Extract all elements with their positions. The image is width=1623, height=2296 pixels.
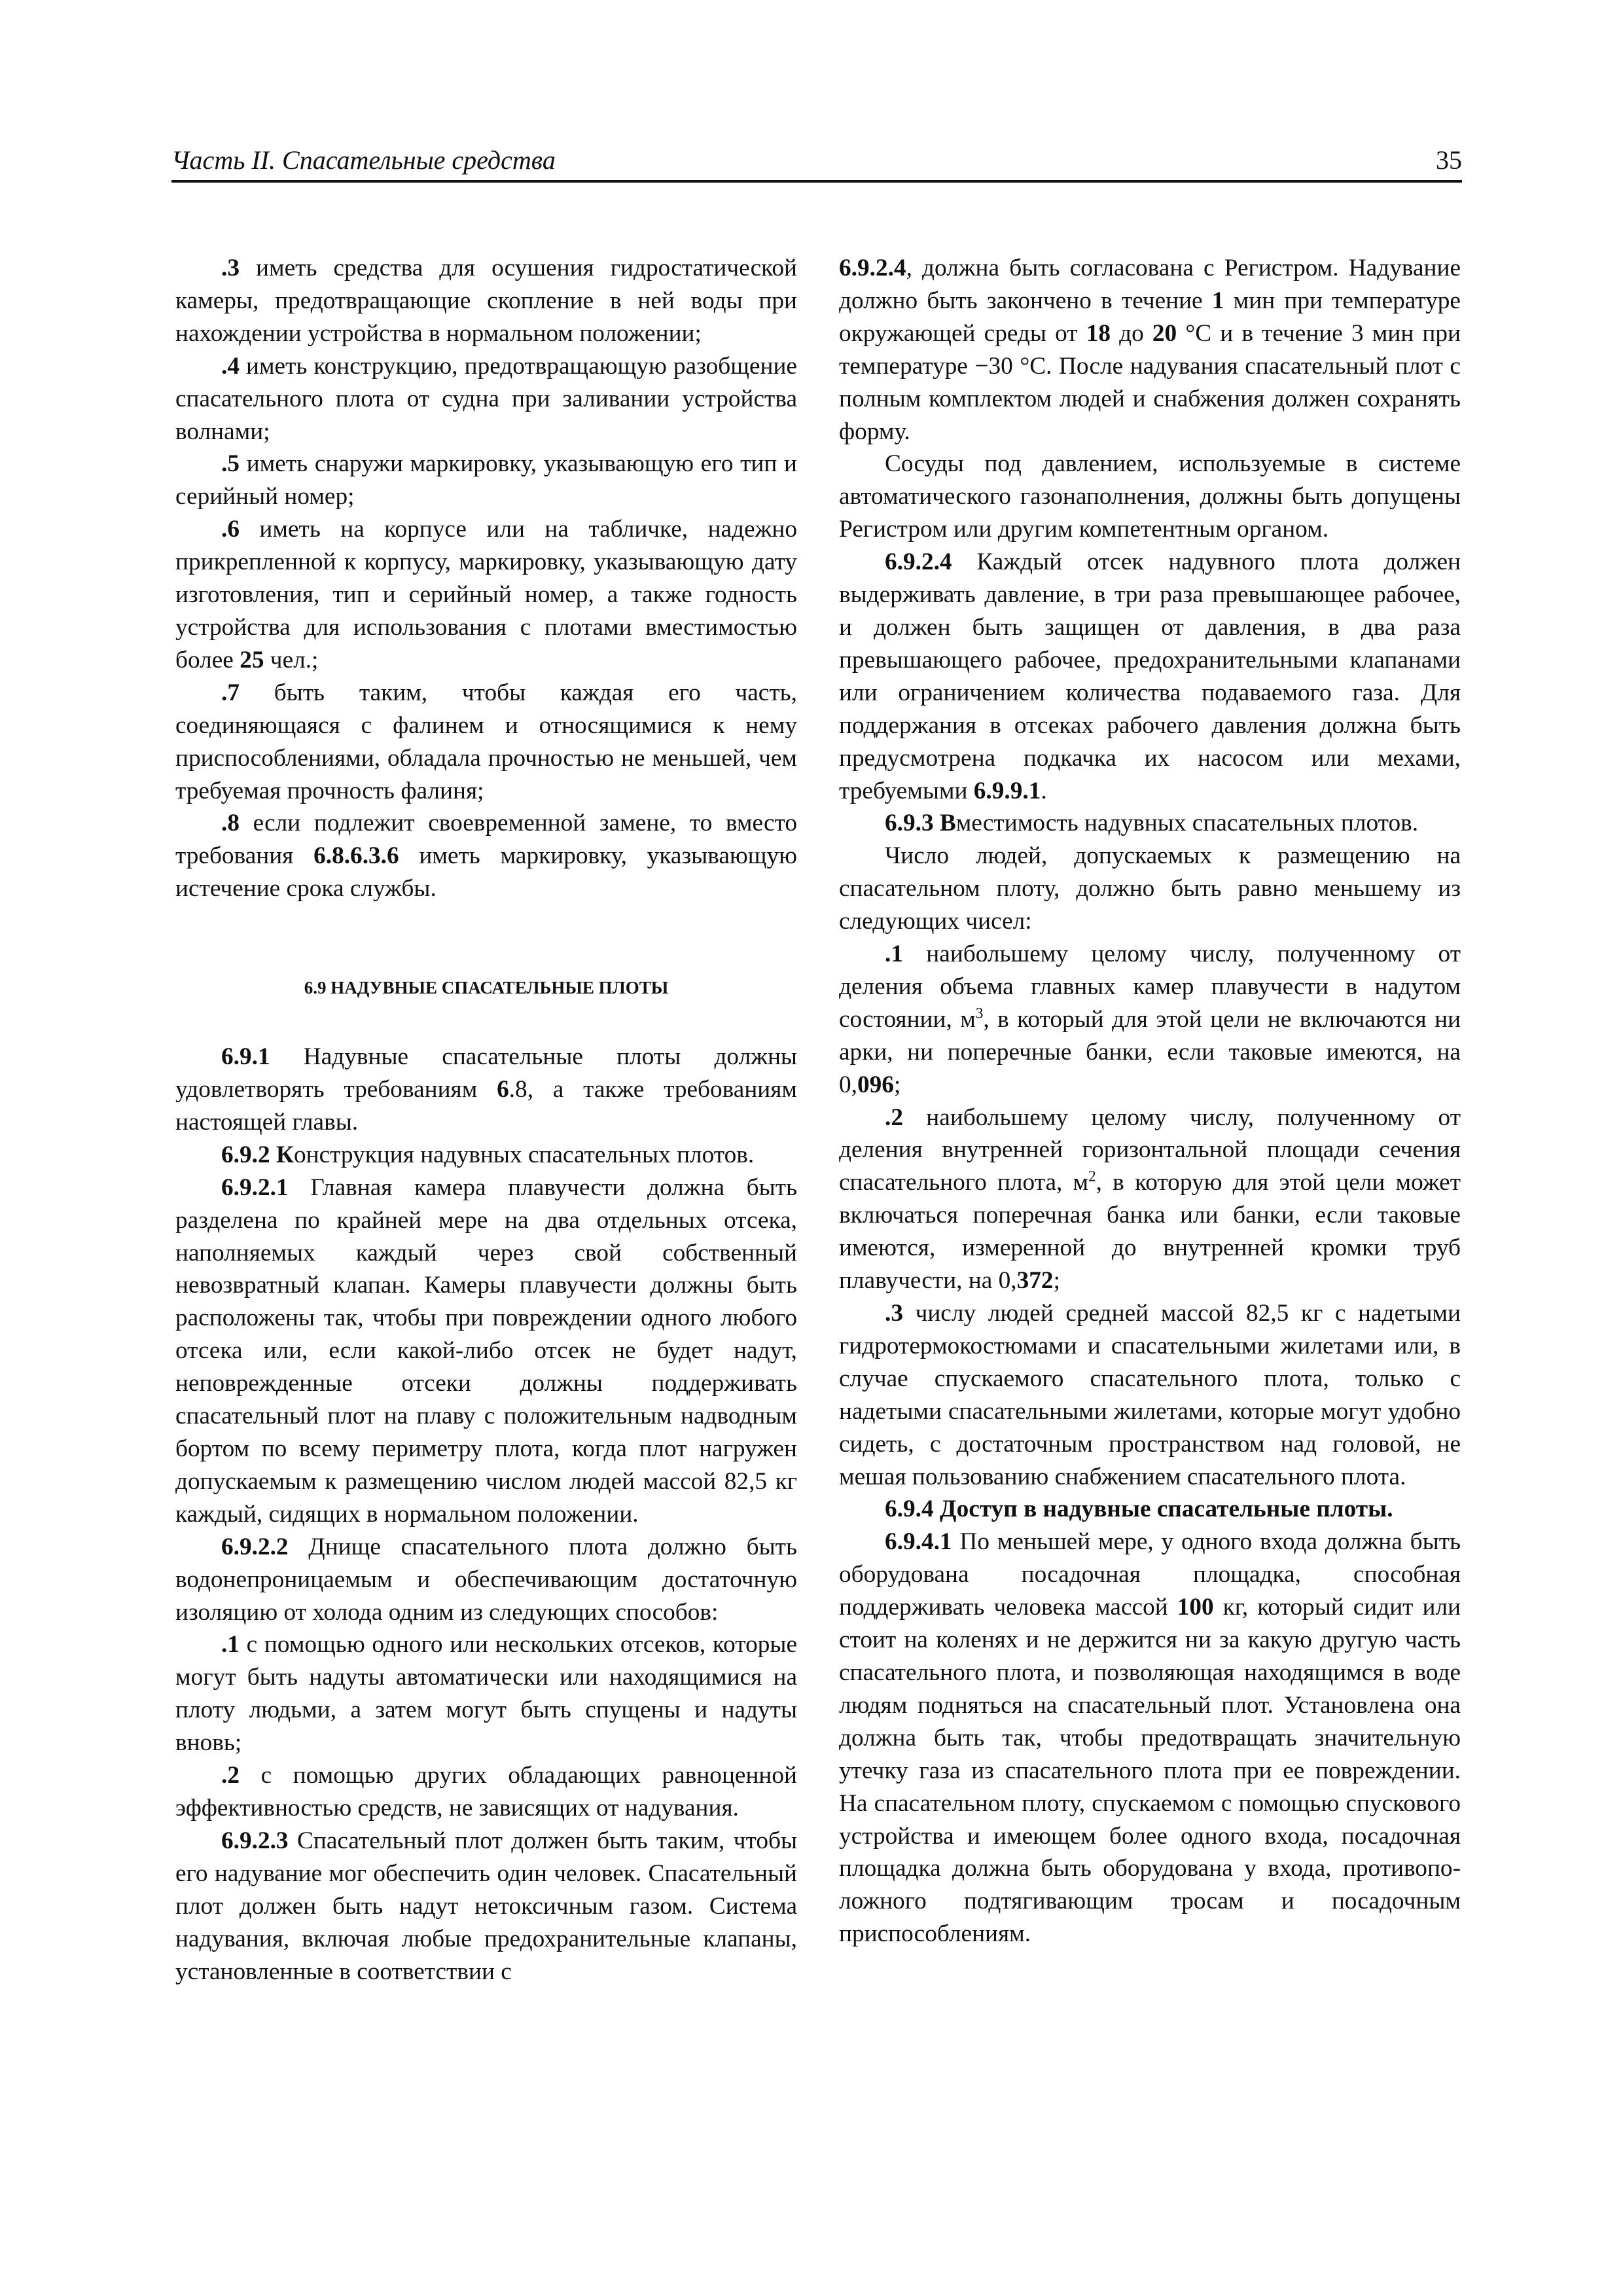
section-text: . bbox=[1041, 777, 1047, 804]
running-title: Часть II. Спасательные средства bbox=[171, 145, 556, 175]
section-heading: 6.9 НАДУВНЫЕ СПАСАТЕЛЬНЫЕ ПЛОТЫ bbox=[304, 978, 669, 998]
paragraph-item-4 bbox=[175, 350, 797, 448]
section-text: Днище спасательного плота должно быть водонепроницаемым и обеспечивающим достаточную изоляцию от холода одним из следующих способов: bbox=[175, 1533, 797, 1626]
temperature-value: 20 bbox=[1152, 319, 1177, 347]
section-6-9-2-4 bbox=[839, 546, 1461, 807]
item-text: с помощью одного или нескольких отсеков, которые могут быть надуты автоматически или находящимися на плоту людьми, а затем могут быть спущены и надуты вновь; bbox=[175, 1631, 797, 1757]
section-reference: 6.8.6.3.6 bbox=[313, 842, 399, 870]
capacity-intro: Число людей, допускаемых к размещению на спасательном плоту, должно быть равно меньшему из следующих чисел: bbox=[839, 842, 1461, 935]
list-item bbox=[839, 1297, 1461, 1493]
section-text: °С и в течение 3 мин при температуре bbox=[839, 319, 1461, 380]
item-text: с помощью других обладающих равноценной эффективностью средств, не зависящих от надувания. bbox=[175, 1762, 797, 1821]
section-number: 6.9.2.1 bbox=[221, 1174, 289, 1201]
item-number: .2 bbox=[885, 1103, 903, 1131]
paragraph-item-7 bbox=[175, 677, 797, 808]
coefficient-value: 372 bbox=[1016, 1267, 1054, 1295]
page-number: 35 bbox=[1436, 145, 1462, 175]
right-column bbox=[839, 252, 1461, 1950]
item-text: наибольшему целому числу, полученному от деления объема главных камер плавучести в надутом состоянии, м bbox=[839, 941, 1461, 1033]
paragraph-item-8 bbox=[175, 807, 797, 905]
section-title: Доступ в надувные спасательные плоты. bbox=[933, 1496, 1393, 1523]
section-6-9-2 bbox=[175, 1139, 797, 1172]
section-number: 6.9.2.3 bbox=[221, 1827, 289, 1854]
continued-paragraph bbox=[839, 252, 1461, 448]
left-column bbox=[175, 252, 797, 1988]
item-text: чел.; bbox=[264, 646, 319, 673]
item-number: .3 bbox=[885, 1300, 903, 1327]
item-number: .1 bbox=[221, 1631, 240, 1659]
item-text: ; bbox=[893, 1071, 901, 1098]
unit-exponent: 3 bbox=[975, 1005, 984, 1022]
item-number: .3 bbox=[221, 255, 240, 281]
item-text: , в который для этой цели не включаются ни арки, ни поперечные банки, если таковые имеются, на 0, bbox=[839, 1005, 1461, 1098]
item-number: .7 bbox=[221, 679, 240, 706]
section-number: 6.9.4.1 bbox=[885, 1528, 952, 1556]
item-number: .4 bbox=[221, 352, 240, 380]
unit-exponent: 2 bbox=[1088, 1168, 1096, 1185]
section-text: мин при температуре окружающей среды от bbox=[839, 287, 1461, 347]
item-text: наибольшему целому числу, полученному от деления внутренней горизонтальной площади сечения спасательного плота, м bbox=[839, 1103, 1461, 1196]
section-text: Спасательный плот должен быть таким, чтобы его надувание мог обеспечить один человек. Спасательный плот должен быть надут нетоксичным газом. Система надувания, включая любые предохранительные клапаны, установленные в соответствии с bbox=[175, 1827, 797, 1985]
section-text: По меньшей мере, у одного входа должна быть оборудована посадочная площадка, способная поддерживать человека массой bbox=[839, 1528, 1461, 1621]
item-text: быть таким, чтобы каждая его часть, соединяющаяся с фалинем и относящимися к нему приспособлениями, обладала прочностью не меньшей, чем требуемая прочность фалиня; bbox=[175, 679, 797, 804]
section-text: Главная камера плавучести должна быть разделена по крайней мере на два отдельных отсека, наполняемых каждый через свой собственный невозвратный клапан. Камеры плавучести должны быть расположены так, чтобы при повреждении одного любого отсека или, если какой-либо отсек не будет надут, неповрежденные отсеки должны поддерживать спасательный плот на плаву с положительным надводным бортом по всему периметру плота, когда плот нагружен допускаемым к размещению числом людей массой 82,5 кг каждый, сидящих в нормальном положении. bbox=[175, 1174, 797, 1528]
item-text: если подлежит своевременной замене, то вместо требования bbox=[175, 810, 797, 870]
section-number: 6.9.2.2 bbox=[221, 1533, 289, 1560]
item-text: иметь маркировку, указывающую истечение срока службы. bbox=[175, 842, 798, 903]
section-6-9-2-1 bbox=[175, 1172, 797, 1531]
list-item bbox=[175, 1759, 797, 1825]
item-text: иметь конструкцию, предотвращающую разобщение спасательного плота от судна при заливании устройства волнами; bbox=[175, 352, 797, 445]
section-title-initial: К bbox=[270, 1141, 294, 1168]
paragraph-item-3 bbox=[175, 252, 797, 350]
pressure-vessels-paragraph: Сосуды под давлением, используемые в системе автоматического газонаполнения, должны быть допущены Регистром или другим компетентным органом. bbox=[839, 450, 1461, 543]
section-text: Каждый отсек надувного плота должен выдерживать давление, в три раза превышающее рабочее, и должен быть защищен от давления, в два раза превышающего рабочее, предохранительными клапанами или ограничением количества подаваемого газа. Для поддержания в отсеках рабочего давления должна быть предусмотрена подкачка их насосом или мехами, требуемыми bbox=[839, 548, 1461, 804]
capacity-number: 25 bbox=[240, 646, 264, 673]
item-number: .6 bbox=[221, 516, 240, 543]
section-text: Надувные спасательные плоты должны удовлетворять требованиям bbox=[175, 1043, 797, 1103]
section-text: .8, а также требованиям настоящей главы. bbox=[175, 1076, 798, 1136]
item-number: .2 bbox=[221, 1762, 240, 1789]
section-6-9-3 bbox=[839, 807, 1461, 840]
section-6-9-4 bbox=[839, 1493, 1461, 1526]
item-text: иметь средства для осушения гидростатической камеры, предотвращающие скопление в ней воды при нахождении устройства в нормальном положении; bbox=[175, 255, 797, 347]
section-number: 6.9.4 bbox=[885, 1496, 934, 1523]
mass-value: 100 bbox=[1177, 1594, 1214, 1621]
paragraph-item-5 bbox=[175, 448, 797, 513]
page-header bbox=[171, 141, 1462, 183]
coefficient-value: 096 bbox=[857, 1071, 894, 1098]
item-text: иметь снаружи маркировку, указывающую его тип и серийный номер; bbox=[175, 450, 797, 511]
item-number: .1 bbox=[885, 941, 903, 968]
section-number: 6.9.2.4 bbox=[885, 548, 952, 576]
section-6-9-4-1 bbox=[839, 1526, 1461, 1950]
paragraph-item-6 bbox=[175, 513, 797, 677]
section-reference: 6.9.9.1 bbox=[973, 777, 1041, 804]
list-item bbox=[839, 1102, 1461, 1297]
section-6-9-2-3 bbox=[175, 1825, 797, 1988]
temperature-value: 18 bbox=[1086, 319, 1111, 347]
list-item bbox=[175, 1628, 797, 1759]
section-6-9-2-2 bbox=[175, 1531, 797, 1629]
section-text: , должна быть согласована с Регистром. Надувание должно быть закончено в течение bbox=[839, 255, 1461, 314]
item-text: иметь на корпусе или на табличке, надежно прикрепленной к корпусу, маркировку, указывающую дату изготовления, тип и серийный номер, а также годность устройства для использования с плотами вместимостью более bbox=[175, 516, 797, 673]
section-reference: 6.9.2.4 bbox=[839, 255, 906, 281]
section-title: онструкция надувных спасательных плотов. bbox=[293, 1141, 755, 1168]
section-6-9-1 bbox=[175, 1041, 797, 1139]
time-value: 1 bbox=[1211, 287, 1224, 314]
section-number: 6.9.1 bbox=[221, 1043, 270, 1071]
list-item bbox=[839, 938, 1461, 1102]
section-text: кг, который сидит или стоит на коленях и не держится ни за какую другую часть спасательного плота, и позволяющая находящимся в воде людям подняться на спасательный плот. Установлена она должна быть так, чтобы предотвращать значительную утечку газа из спасательного плота при ее повреждении. На спасательном плоту, спускаемом с помощью спускового устройства и имеющем более одного входа, посадочная площадка должна быть оборудована у входа, противоположного подтягивающим тросам и посадочным приспособлениям. bbox=[839, 1594, 1461, 1948]
section-number: 6.9.3 bbox=[885, 810, 934, 837]
temperature-value: −30 bbox=[974, 352, 1013, 380]
section-title: местимость надувных спасательных плотов. bbox=[955, 810, 1419, 837]
item-number: .5 bbox=[221, 450, 240, 478]
section-reference: 6 bbox=[497, 1076, 509, 1103]
section-title-initial: В bbox=[933, 810, 956, 837]
section-text: до bbox=[1110, 319, 1152, 347]
item-text: , в которую для этой цели может включаться поперечная банка или банки, если таковые имеются, измеренной до внутренней кромки труб плавучести, на 0, bbox=[839, 1169, 1461, 1295]
item-text: числу людей средней массой 82,5 кг с надетыми гидротермокостюмами и спасательными жилетами или, в случае спускаемого спасательного плота, только с надетыми спасательными жилетами, которые могут удобно сидеть, с достаточным пространством над головой, не мешая пользованию снабжением спасательного плота. bbox=[839, 1300, 1461, 1490]
section-number: 6.9.2 bbox=[221, 1141, 270, 1168]
section-text: °С. После надувания спасательный плот с полным комплектом людей и снабжения должен сохранять форму. bbox=[839, 352, 1461, 445]
item-text: ; bbox=[1053, 1267, 1060, 1295]
item-number: .8 bbox=[221, 810, 240, 837]
